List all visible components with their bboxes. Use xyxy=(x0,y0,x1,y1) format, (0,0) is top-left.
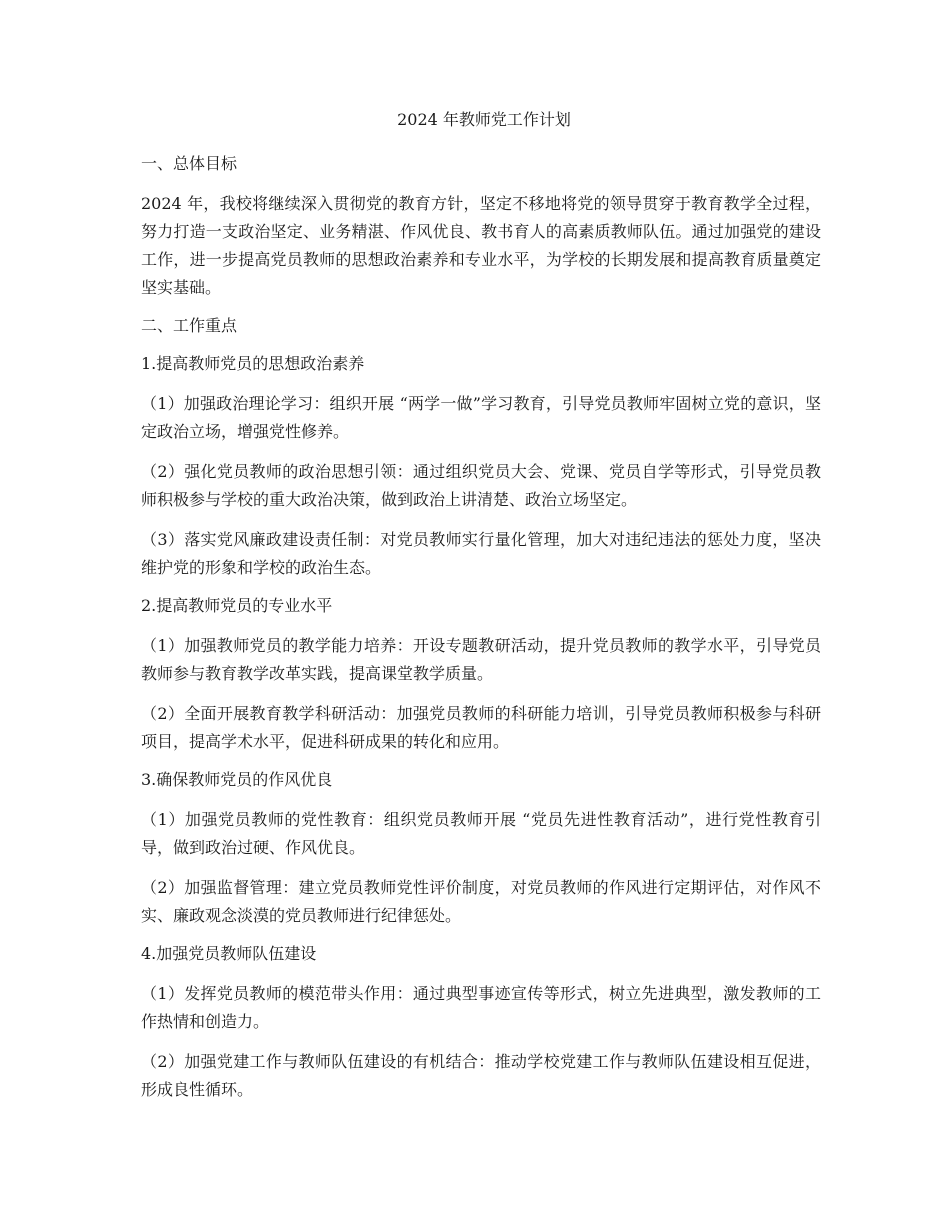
political-point-3: （3）落实党风廉政建设责任制：对党员教师实行量化管理，加大对违纪违法的惩处力度，坚决维护党的形象和学校的政治生态。 xyxy=(141,530,821,577)
professional-point-2: （2）全面开展教育教学科研活动：加强党员教师的科研能力培训，引导党员教师积极参与科研项目，提高学术水平，促进科研成果的转化和应用。 xyxy=(141,704,821,751)
item-heading-conduct: 3.确保教师党员的作风优良 xyxy=(141,770,333,789)
political-point-1: （1）加强政治理论学习：组织开展 “两学一做”学习教育，引导党员教师牢固树立党的意识，坚定政治立场，增强党性修养。 xyxy=(141,394,821,441)
section-heading-goals: 一、总体目标 xyxy=(141,154,238,173)
item-heading-professional: 2.提高教师党员的专业水平 xyxy=(141,596,333,615)
document-body xyxy=(141,108,821,1116)
item-heading-team: 4.加强党员教师队伍建设 xyxy=(141,944,317,963)
section-heading-focus: 二、工作重点 xyxy=(141,316,238,335)
item-heading-political: 1.提高教师党员的思想政治素养 xyxy=(141,354,365,373)
conduct-point-1: （1）加强党员教师的党性教育：组织党员教师开展 “党员先进性教育活动”，进行党性教育引导，做到政治过硬、作风优良。 xyxy=(141,810,821,857)
team-point-2: （2）加强党建工作与教师队伍建设的有机结合：推动学校党建工作与教师队伍建设相互促进，形成良性循环。 xyxy=(141,1052,821,1099)
team-point-1: （1）发挥党员教师的模范带头作用：通过典型事迹宣传等形式，树立先进典型，激发教师的工作热情和创造力。 xyxy=(141,984,821,1031)
political-point-2: （2）强化党员教师的政治思想引领：通过组织党员大会、党课、党员自学等形式，引导党员教师积极参与学校的重大政治决策，做到政治上讲清楚、政治立场坚定。 xyxy=(141,462,821,509)
professional-point-1: （1）加强教师党员的教学能力培养：开设专题教研活动，提升党员教师的教学水平，引导党员教师参与教育教学改革实践，提高课堂教学质量。 xyxy=(141,636,821,683)
document-title: 2024 年教师党工作计划 xyxy=(397,110,571,129)
conduct-point-2: （2）加强监督管理：建立党员教师党性评价制度，对党员教师的作风进行定期评估，对作风不实、廉政观念淡漠的党员教师进行纪律惩处。 xyxy=(141,878,821,925)
goals-paragraph: 2024 年，我校将继续深入贯彻党的教育方针，坚定不移地将党的领导贯穿于教育教学全过程，努力打造一支政治坚定、业务精湛、作风优良、教书育人的高素质教师队伍。通过加强党的建设工作，进一步提高党员教师的思想政治素养和专业水平，为学校的长期发展和提高教育质量奠定坚实基础。 xyxy=(141,194,821,297)
